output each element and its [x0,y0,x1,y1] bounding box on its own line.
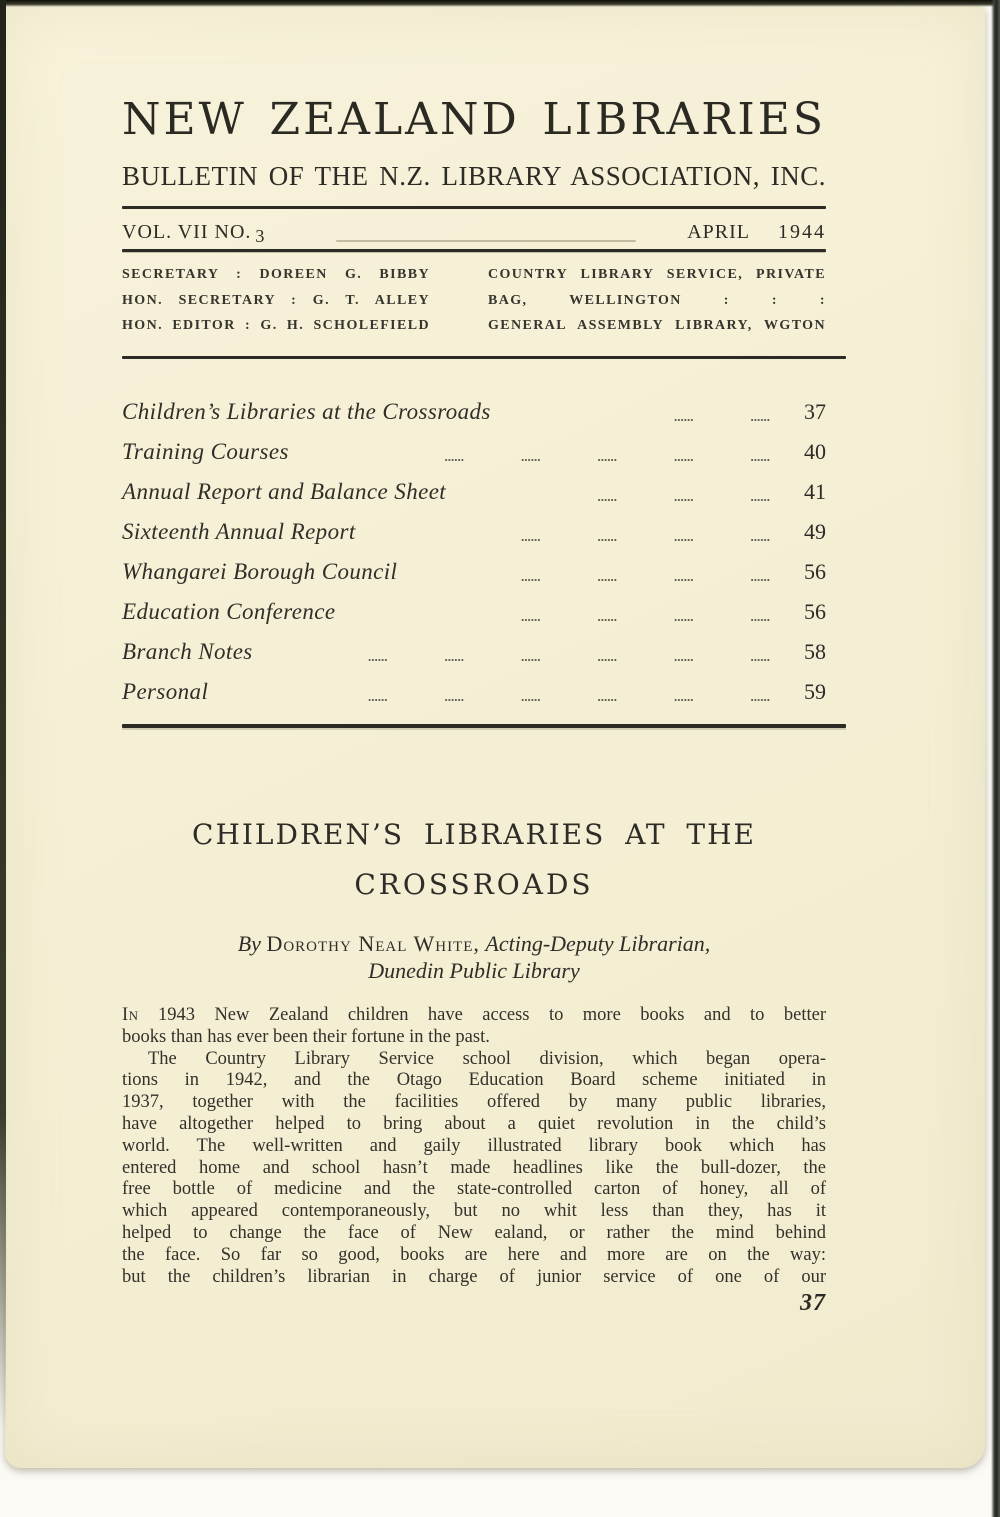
dot-leader-group: ...... [521,689,541,704]
dot-leader [253,632,786,672]
article-byline [122,930,826,984]
dot-leader-group: ...... [750,569,770,584]
toc-entry-title: Sixteenth Annual Report [122,519,356,544]
body-line: tions in 1942, and the Otago Education Board scheme initiated in [122,1070,826,1091]
toc-row [122,632,826,672]
dot-leader [356,512,786,552]
toc-entry-page: 37 [804,399,826,424]
dot-leader-group: ...... [750,449,770,464]
article-title-line1: CHILDREN’S LIBRARIES AT THE [192,818,756,851]
toc-entry-title: Training Courses [122,439,289,464]
toc-entry-title: Education Conference [122,599,336,624]
lead-word: In [122,1005,139,1025]
toc-row [122,392,826,432]
dot-leader-group: ...... [521,449,541,464]
officers-block [122,262,826,339]
dot-leader-group: ...... [597,489,617,504]
body-line: The Country Library Service school division, which began opera- [148,1048,826,1069]
body-line: have altogether helped to bring about a quiet revolution in the child’s [122,1113,826,1134]
dot-leader-group: ...... [750,529,770,544]
document-page [5,6,985,1468]
dot-leader [289,432,786,472]
page-number: 37 [800,1290,826,1316]
dot-leader-group: ...... [597,569,617,584]
body-line [122,1005,826,1027]
masthead-title: NEW ZEALAND LIBRARIES [122,94,826,145]
dot-leader-group: ...... [674,409,694,424]
officer-line: SECRETARY : DOREEN G. BIBBY [122,267,430,282]
body-line: books than has ever been their fortune in the past. [122,1026,490,1047]
dot-leader-group: ...... [674,609,694,624]
dot-leader-group: ...... [750,689,770,704]
divider-rule-under-volume [122,249,826,252]
volume-date-line [122,216,826,248]
issue-year: 1944 [778,220,826,243]
dot-leader [208,672,786,712]
scan-edge-top [0,0,1000,7]
table-of-contents [122,392,826,712]
dot-leader-group: ...... [597,649,617,664]
dot-leader-group: ...... [750,649,770,664]
dot-leader-group: ...... [597,449,617,464]
toc-entry-title: Personal [122,679,209,704]
body-line: which appeared contemporaneously, but no whit less than they, has it [122,1201,826,1222]
toc-entry-title: Annual Report and Balance Sheet [122,479,447,504]
toc-entry-page: 58 [804,639,826,664]
volume-prefix: VOL. VII NO. [122,220,252,243]
toc-entry-page: 59 [804,679,826,704]
hairline-rule [336,240,636,242]
body-line: free bottle of medicine and the state-controlled carton of honey, all of [122,1179,826,1200]
body-line: the face. So far so good, books are here and more are on the way: [122,1244,826,1265]
dot-leader-group: ...... [674,569,694,584]
dot-leader-group: ...... [521,649,541,664]
officers-right-column [488,262,826,339]
officer-address-line: COUNTRY LIBRARY SERVICE, PRIVATE [488,267,826,282]
toc-row [122,432,826,472]
article-body [122,1005,826,1288]
toc-row [122,592,826,632]
byline-institution: Dunedin Public Library [368,958,580,983]
dot-leader-group: ...... [444,449,464,464]
toc-entry-title: Branch Notes [122,639,253,664]
officer-line: HON. EDITOR : G. H. SCHOLEFIELD [122,318,430,333]
scan-edge-right [991,0,1000,1517]
dot-leader-group: ...... [750,409,770,424]
dot-leader-group: ...... [444,689,464,704]
body-line: world. The well-written and gaily illustrated library book which has [122,1135,826,1156]
toc-row [122,512,826,552]
dot-leader-group: ...... [597,609,617,624]
officers-left-column [122,262,430,339]
dot-leader [335,592,786,632]
toc-entry-page: 56 [804,599,826,624]
toc-entry-page: 41 [804,479,826,504]
dot-leader [397,552,786,592]
article-title-line2: CROSSROADS [354,868,594,901]
officer-address-line: GENERAL ASSEMBLY LIBRARY, WGTON [488,318,826,333]
volume-number: 3 [255,225,266,246]
byline-author-name: Dorothy Neal White, [266,931,480,956]
toc-entry-page: 40 [804,439,826,464]
dot-leader-group: ...... [444,649,464,664]
toc-entry-page: 49 [804,519,826,544]
dot-leader [491,392,786,432]
body-line: helped to change the face of New ealand, or rather the mind behind [122,1222,826,1243]
scan-edge-left [0,0,6,1430]
body-line: entered home and school hasn’t made headlines like the bull-dozer, the [122,1157,826,1178]
body-line-text: 1943 New Zealand children have access to more books and to better [138,1005,826,1025]
divider-rule-above-toc [122,356,846,359]
dot-leader-group: ...... [750,489,770,504]
issue-date [687,221,826,244]
byline-author-role: Acting-Deputy Librarian, [485,931,711,956]
toc-row [122,472,826,512]
dot-leader-group: ...... [597,529,617,544]
dot-leader-group: ...... [674,489,694,504]
officer-line: HON. SECRETARY : G. T. ALLEY [122,292,430,308]
dot-leader-group: ...... [750,609,770,624]
toc-entry-page: 56 [804,559,826,584]
dot-leader-group: ...... [674,649,694,664]
body-line: 1937, together with the facilities offered by many public libraries, [122,1092,826,1113]
dot-leader-group: ...... [674,449,694,464]
divider-rule-top [122,206,826,209]
dot-leader-group: ...... [368,689,388,704]
toc-row [122,552,826,592]
toc-entry-title: Whangarei Borough Council [122,559,398,584]
dot-leader-group: ...... [521,529,541,544]
issue-month: APRIL [687,220,750,243]
dot-leader-group: ...... [674,689,694,704]
byline-by: By [237,931,261,956]
volume-label [122,221,265,244]
dot-leader-group: ...... [521,569,541,584]
body-line: but the children’s librarian in charge of junior service of one of our [122,1266,826,1287]
dot-leader-group: ...... [521,609,541,624]
dot-leader-group: ...... [368,649,388,664]
dot-leader-group: ...... [674,529,694,544]
page-content [122,6,826,1468]
dot-leader-group: ...... [597,689,617,704]
toc-entry-title: Children’s Libraries at the Crossroads [122,399,491,424]
masthead-subtitle: BULLETIN OF THE N.Z. LIBRARY ASSOCIATION, INC. [122,161,826,191]
dot-leader [446,472,786,512]
divider-rule-below-toc [122,724,846,728]
officer-address-line: BAG, WELLINGTON : : : [488,292,826,308]
toc-row [122,672,826,712]
